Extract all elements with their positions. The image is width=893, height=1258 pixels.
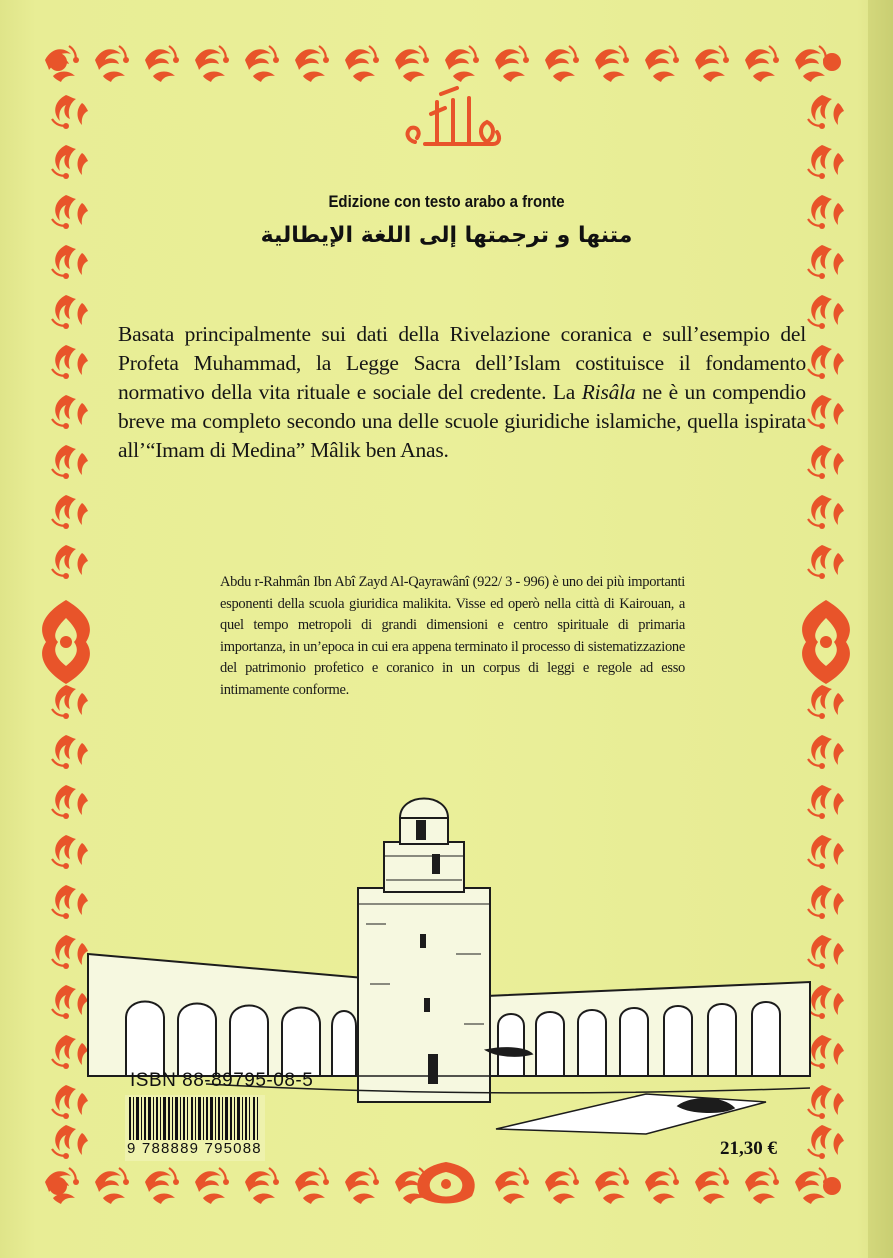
author-paragraph: Abdu r-Rahmân Ibn Abî Zayd Al-Qayrawânî (922/ 3 - 996) è uno dei più importanti esponenti della scuola giuridica malikita. Visse ed operò nella città di Kairouan, a quel tempo metropoli di grandi dimensioni e centro spirituale di primaria importanza, in un’epoca in cui era appena terminato il processo di sistematizzazione del patrimonio profetico e coranico in un corpus di leggi e regole ad esso intimamente conforme. [220,574,685,698]
edition-subtitle: Edizione con testo arabo a fronte [328,192,565,211]
allah-calligraphy-icon [395,82,505,154]
isbn-label: ISBN 88-89795-08-5 [130,1070,314,1091]
price-label: 21,30 € [720,1138,777,1159]
description-text-part1: Basata principalmente sui dati della Rivelazione coranica e sull’esempio del Profeta Muhammad, la Legge Sacra dell’Islam costituisce il fondamento normativo della vita rituale e sociale del credente. La [118,322,806,404]
description-paragraph [118,320,806,465]
description-text-part2: ne è un compendio breve ma completo secondo una delle scuole giuridiche islamiche, quella ispirata all’“Imam di Medina” Mâlik ben Anas. [118,380,806,462]
description-title-italic: Risâla [581,380,636,404]
barcode-digits: 9 788889 795088 [127,1140,262,1157]
arabic-subtitle: متنها و ترجمتها إلى اللغة الإيطالية [260,223,633,248]
